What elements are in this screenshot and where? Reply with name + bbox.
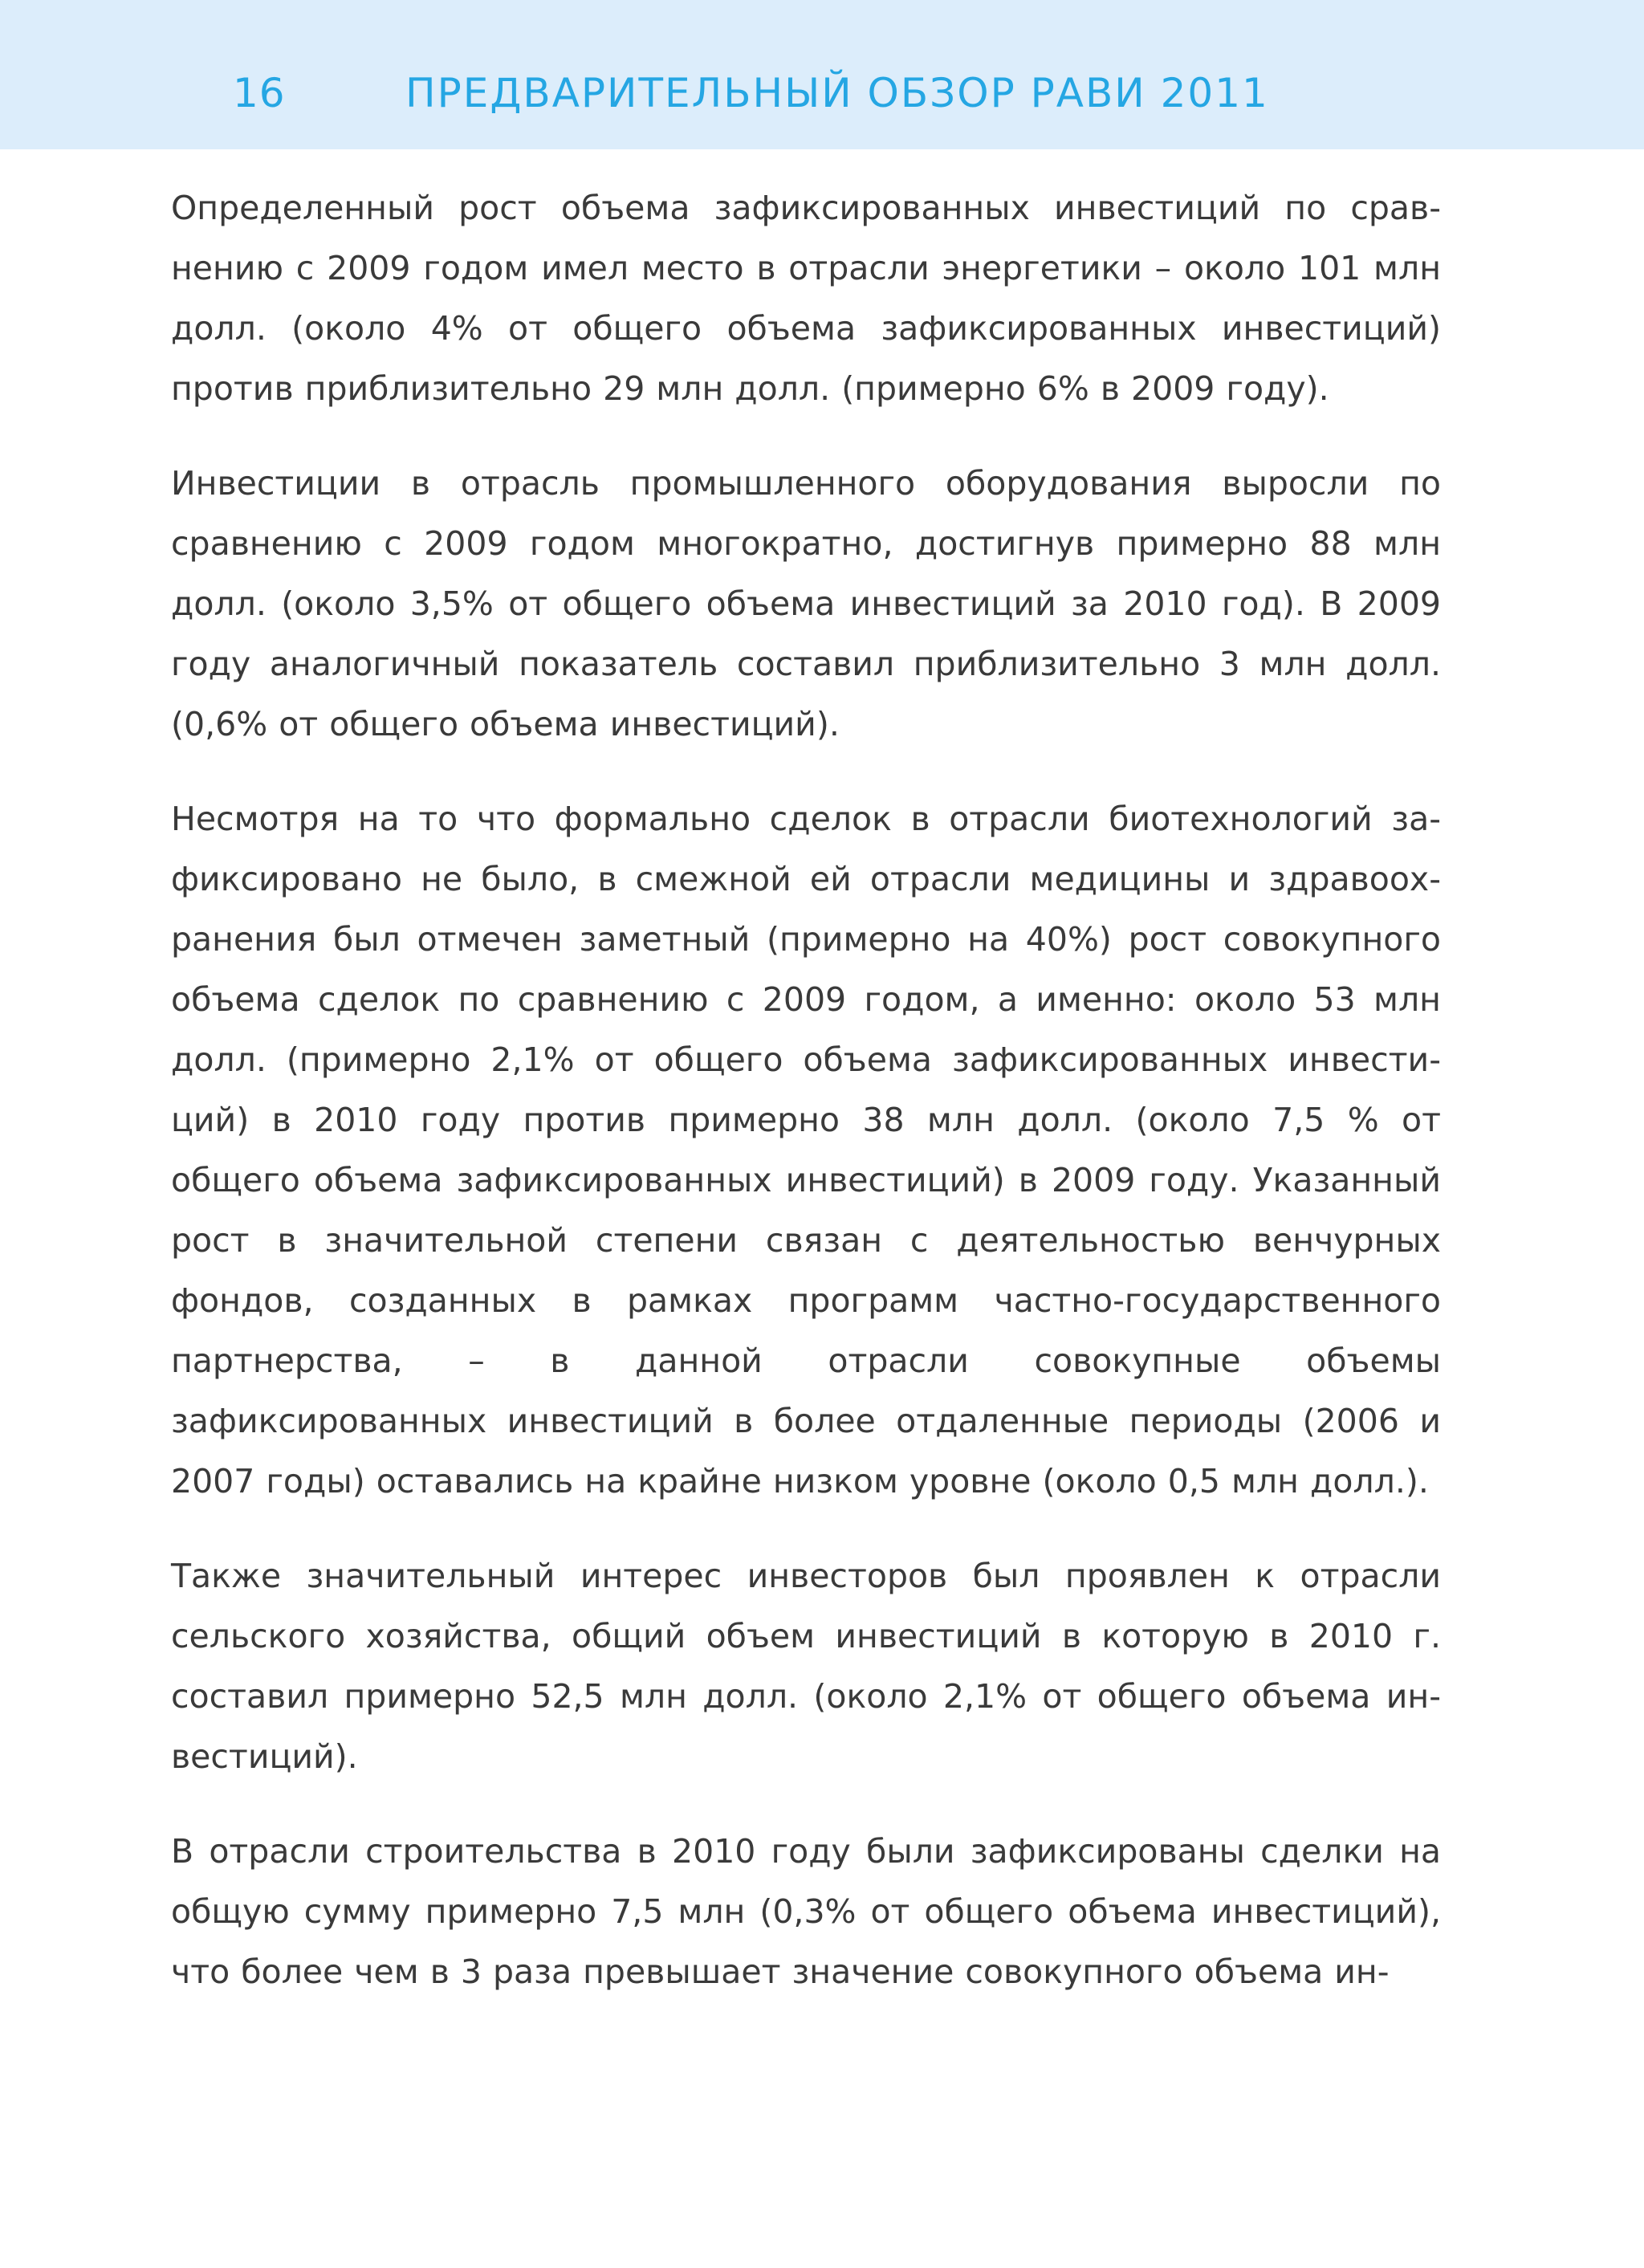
running-title: ПРЕДВАРИТЕЛЬНЫЙ ОБЗОР РАВИ 2011 — [405, 70, 1269, 116]
paragraph-agriculture: Также значительный интерес инвесторов был проявлен к отрасли сельского хозяйства, общий объем инвестиций в которую в 2010 г. составил примерно 52,5 млн долл. (около 2,1% от общего объема инвестиций). — [171, 1557, 1441, 1776]
paragraph-industrial-equipment: Инвестиции в отрасль промышленного оборудования выросли по сравнению с 2009 годом многократно, достигнув примерно 88 млн долл. (около 3,5% от общего объема инвестиций за 2010 год). В 2009 году аналогичный показатель составил приблизительно 3 млн долл. (0,6% от общего объема инвестиций). — [171, 464, 1441, 743]
page-number: 16 — [233, 70, 286, 116]
page-header — [0, 0, 1644, 149]
paragraph-healthcare: Несмотря на то что формально сделок в отрасли биотехнологий зафиксировано не было, в смежной ей отрасли медицины и здравоохранения был отмечен заметный (примерно на 40%) рост совокупного объема сделок по сравнению с 2009 годом, а именно: около 53 млн долл. (примерно 2,1% от общего объема зафиксированных инвестиций) в 2010 году против примерно 38 млн долл. (около 7,5 % от общего объема зафиксированных инвестиций) в 2009 году. Указанный рост в значительной степени связан с деятельностью венчурных фондов, созданных в рамках программ частно-государственного партнерства, – в данной отрасли совокупные объемы зафиксированных инвестиций в более отдаленные периоды (2006 и 2007 годы) оставались на крайне низком уровне (около 0,5 млн долл.). — [171, 800, 1441, 1500]
paragraph-construction: В отрасли строительства в 2010 году были зафиксированы сделки на общую сумму примерно 7,5 млн (0,3% от общего объема инвестиций), что более чем в 3 раза превышает значение совокупного объема ин- — [171, 1832, 1441, 1991]
body-text — [171, 178, 1441, 2037]
paragraph-energy: Определенный рост объема зафиксированных инвестиций по сравнению с 2009 годом имел место в отрасли энергетики – около 101 млн долл. (около 4% от общего объема зафиксированных инвестиций) против приблизительно 29 млн долл. (примерно 6% в 2009 году). — [171, 189, 1441, 408]
